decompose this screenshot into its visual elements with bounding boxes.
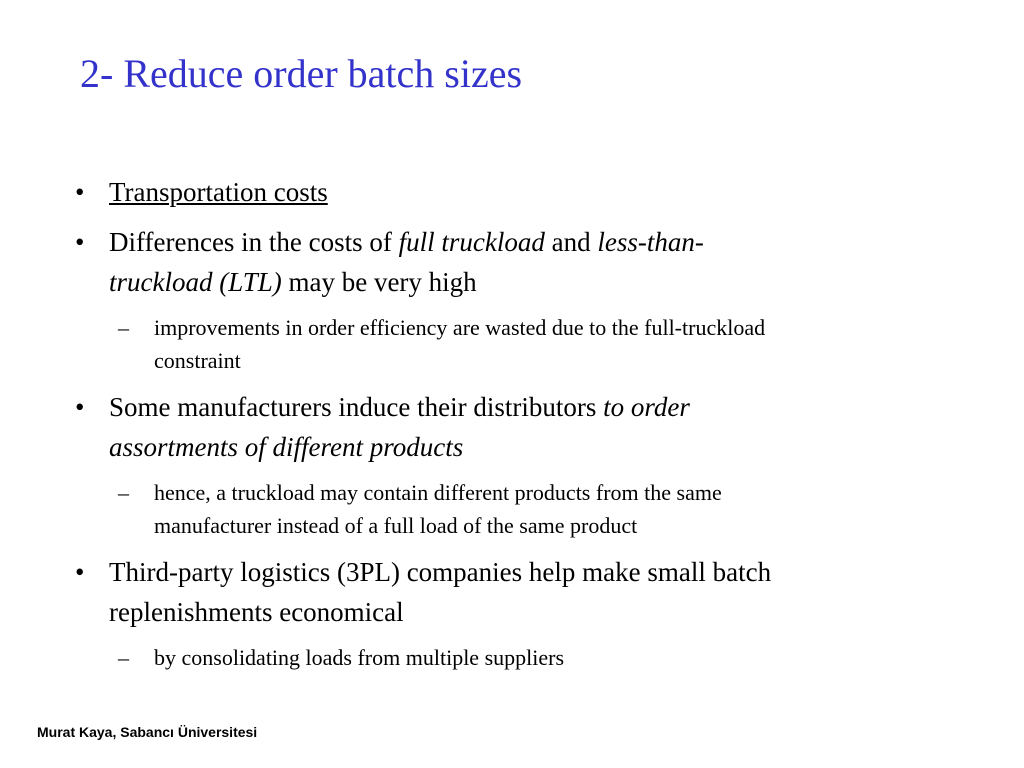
text-line: manufacturer instead of a full load of the same product <box>154 513 638 538</box>
bullet-symbol: • <box>75 227 85 257</box>
footer-author: Murat Kaya, Sabancı Üniversitesi <box>37 724 258 740</box>
bullet-symbol: • <box>75 177 85 207</box>
sub-bullet-text <box>154 311 984 377</box>
italic-term: full truckload <box>398 227 545 257</box>
bullet-symbol: • <box>75 392 85 422</box>
bullet-text <box>109 552 989 632</box>
sub-bullet-text <box>154 476 984 542</box>
italic-term: to order <box>603 392 690 422</box>
bullet-symbol: • <box>75 557 85 587</box>
text-line: replenishments economical <box>109 597 404 627</box>
italic-term: truckload (LTL) <box>109 267 282 297</box>
text-line: constraint <box>154 348 241 373</box>
text-line: improvements in order efficiency are wasted due to the full-truckload <box>154 315 766 340</box>
text-run: may be very high <box>281 267 477 297</box>
text-run: and <box>544 227 598 257</box>
text-line: by consolidating loads from multiple suppliers <box>154 645 565 670</box>
text-run: Some manufacturers induce their distributors <box>109 392 604 422</box>
italic-term: assortments of different products <box>109 432 464 462</box>
sub-bullet-text <box>154 641 984 674</box>
bullet-text <box>109 222 989 302</box>
slide-title: 2- Reduce order batch sizes <box>80 51 523 96</box>
bullet-heading-transportation-costs: Transportation costs <box>109 177 328 207</box>
text-line: Third-party logistics (3PL) companies help make small batch <box>109 557 772 587</box>
sub-bullet-symbol: – <box>118 480 129 505</box>
text-line: hence, a truckload may contain different products from the same <box>154 480 722 505</box>
sub-bullet-symbol: – <box>118 315 129 340</box>
bullet-text <box>109 387 989 467</box>
bullet-text <box>109 172 989 212</box>
sub-bullet-symbol: – <box>118 645 129 670</box>
text-run: Differences in the costs of <box>109 227 399 257</box>
italic-term: less-than- <box>597 227 704 257</box>
